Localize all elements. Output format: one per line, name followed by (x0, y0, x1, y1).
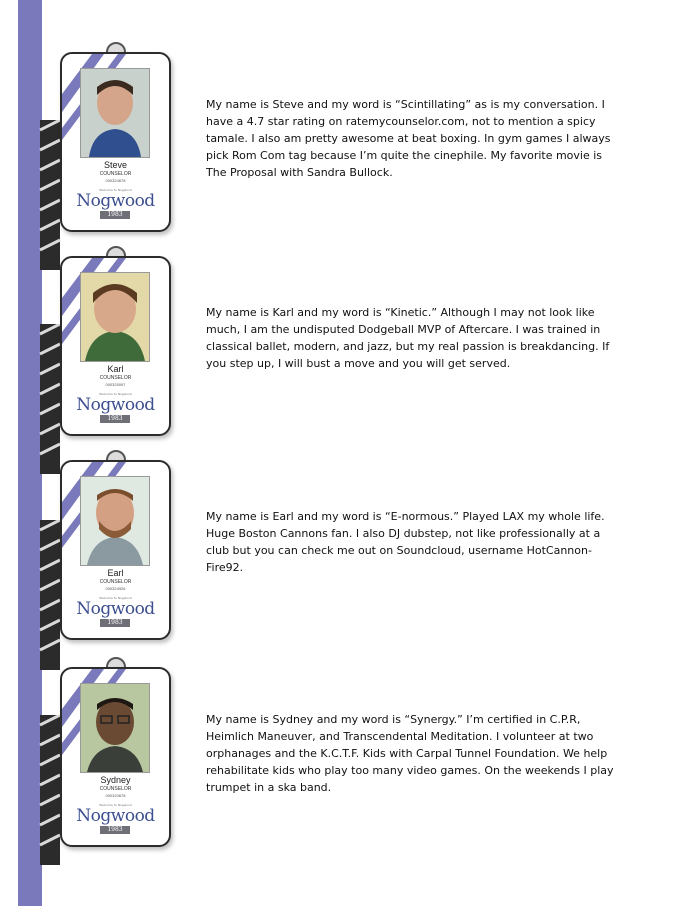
badge-role: COUNSELOR (99, 786, 132, 792)
badge-year: 1983 (100, 211, 130, 219)
badge-tagline: Welcome to Nogwood (99, 392, 132, 396)
counselor-entry-earl (0, 448, 700, 648)
badge-year: 1983 (100, 415, 130, 423)
badge-role: COUNSELOR (99, 171, 132, 177)
badge-id-number: 000325097 (105, 382, 126, 387)
nogwood-logo: Nogwood (76, 806, 155, 826)
counselor-photo (80, 272, 150, 362)
badge-name: Sydney (100, 775, 131, 785)
counselor-bio: My name is Earl and my word is “E-normous.” Played LAX my whole life. Huge Boston Cannons fan. I also DJ dubstep, not like professionally at a club but you can check me out on Soundcloud, username HotCannon-Fire92. (206, 510, 605, 574)
badge-role: COUNSELOR (99, 375, 132, 381)
badge-year: 1983 (100, 826, 130, 834)
nogwood-logo: Nogwood (76, 599, 155, 619)
badge-tagline: Welcome to Nogwood (99, 596, 132, 600)
nogwood-logo: Nogwood (76, 395, 155, 415)
counselor-photo (80, 68, 150, 158)
id-badge (60, 52, 171, 232)
counselor-entry-sydney (0, 655, 700, 855)
counselor-entry-karl (0, 244, 700, 444)
badge-name: Karl (107, 364, 124, 374)
id-badge (60, 460, 171, 640)
badge-tagline: Welcome to Nogwood (99, 188, 132, 192)
id-badge (60, 256, 171, 436)
badge-id-number: 000324926 (105, 586, 126, 591)
badge-name: Steve (103, 160, 127, 170)
counselor-bio: My name is Karl and my word is “Kinetic.” Although I may not look like much, I am the undisputed Dodgeball MVP of Aftercare. I was trained in classical ballet, modern, and jazz, but my real passion is breakdancing. If you step up, I will bust a move and you will get served. (206, 306, 610, 370)
counselor-photo (80, 476, 150, 566)
counselor-bio: My name is Steve and my word is “Scintillating” as is my conversation. I have a 4.7 star rating on ratemycounselor.com, not to mention a spicy tamale. I also am pretty awesome at beat boxing. In gym games I always pick Rom Com tag because I’m quite the cinephile. My favorite movie is The Proposal with Sandra Bullock. (206, 98, 611, 179)
badge-id-number: 000324678 (105, 178, 126, 183)
badge-name: Earl (107, 568, 124, 578)
counselor-entry-steve (0, 40, 700, 240)
nogwood-logo: Nogwood (76, 191, 155, 211)
badge-year: 1983 (100, 619, 130, 627)
badge-tagline: Welcome to Nogwood (99, 803, 132, 807)
badge-id-number: 000320678 (105, 793, 126, 798)
id-badge (60, 667, 171, 847)
badge-role: COUNSELOR (99, 579, 132, 585)
counselor-bio: My name is Sydney and my word is “Synergy.” I’m certified in C.P.R, Heimlich Maneuver, and Transcendental Meditation. I volunteer at two orphanages and the K.C.T.F. Kids with Carpal Tunnel Foundation. We help rehabilitate kids who play too many video games. On the weekends I play trumpet in a ska band. (206, 713, 614, 794)
counselor-photo (80, 683, 150, 773)
